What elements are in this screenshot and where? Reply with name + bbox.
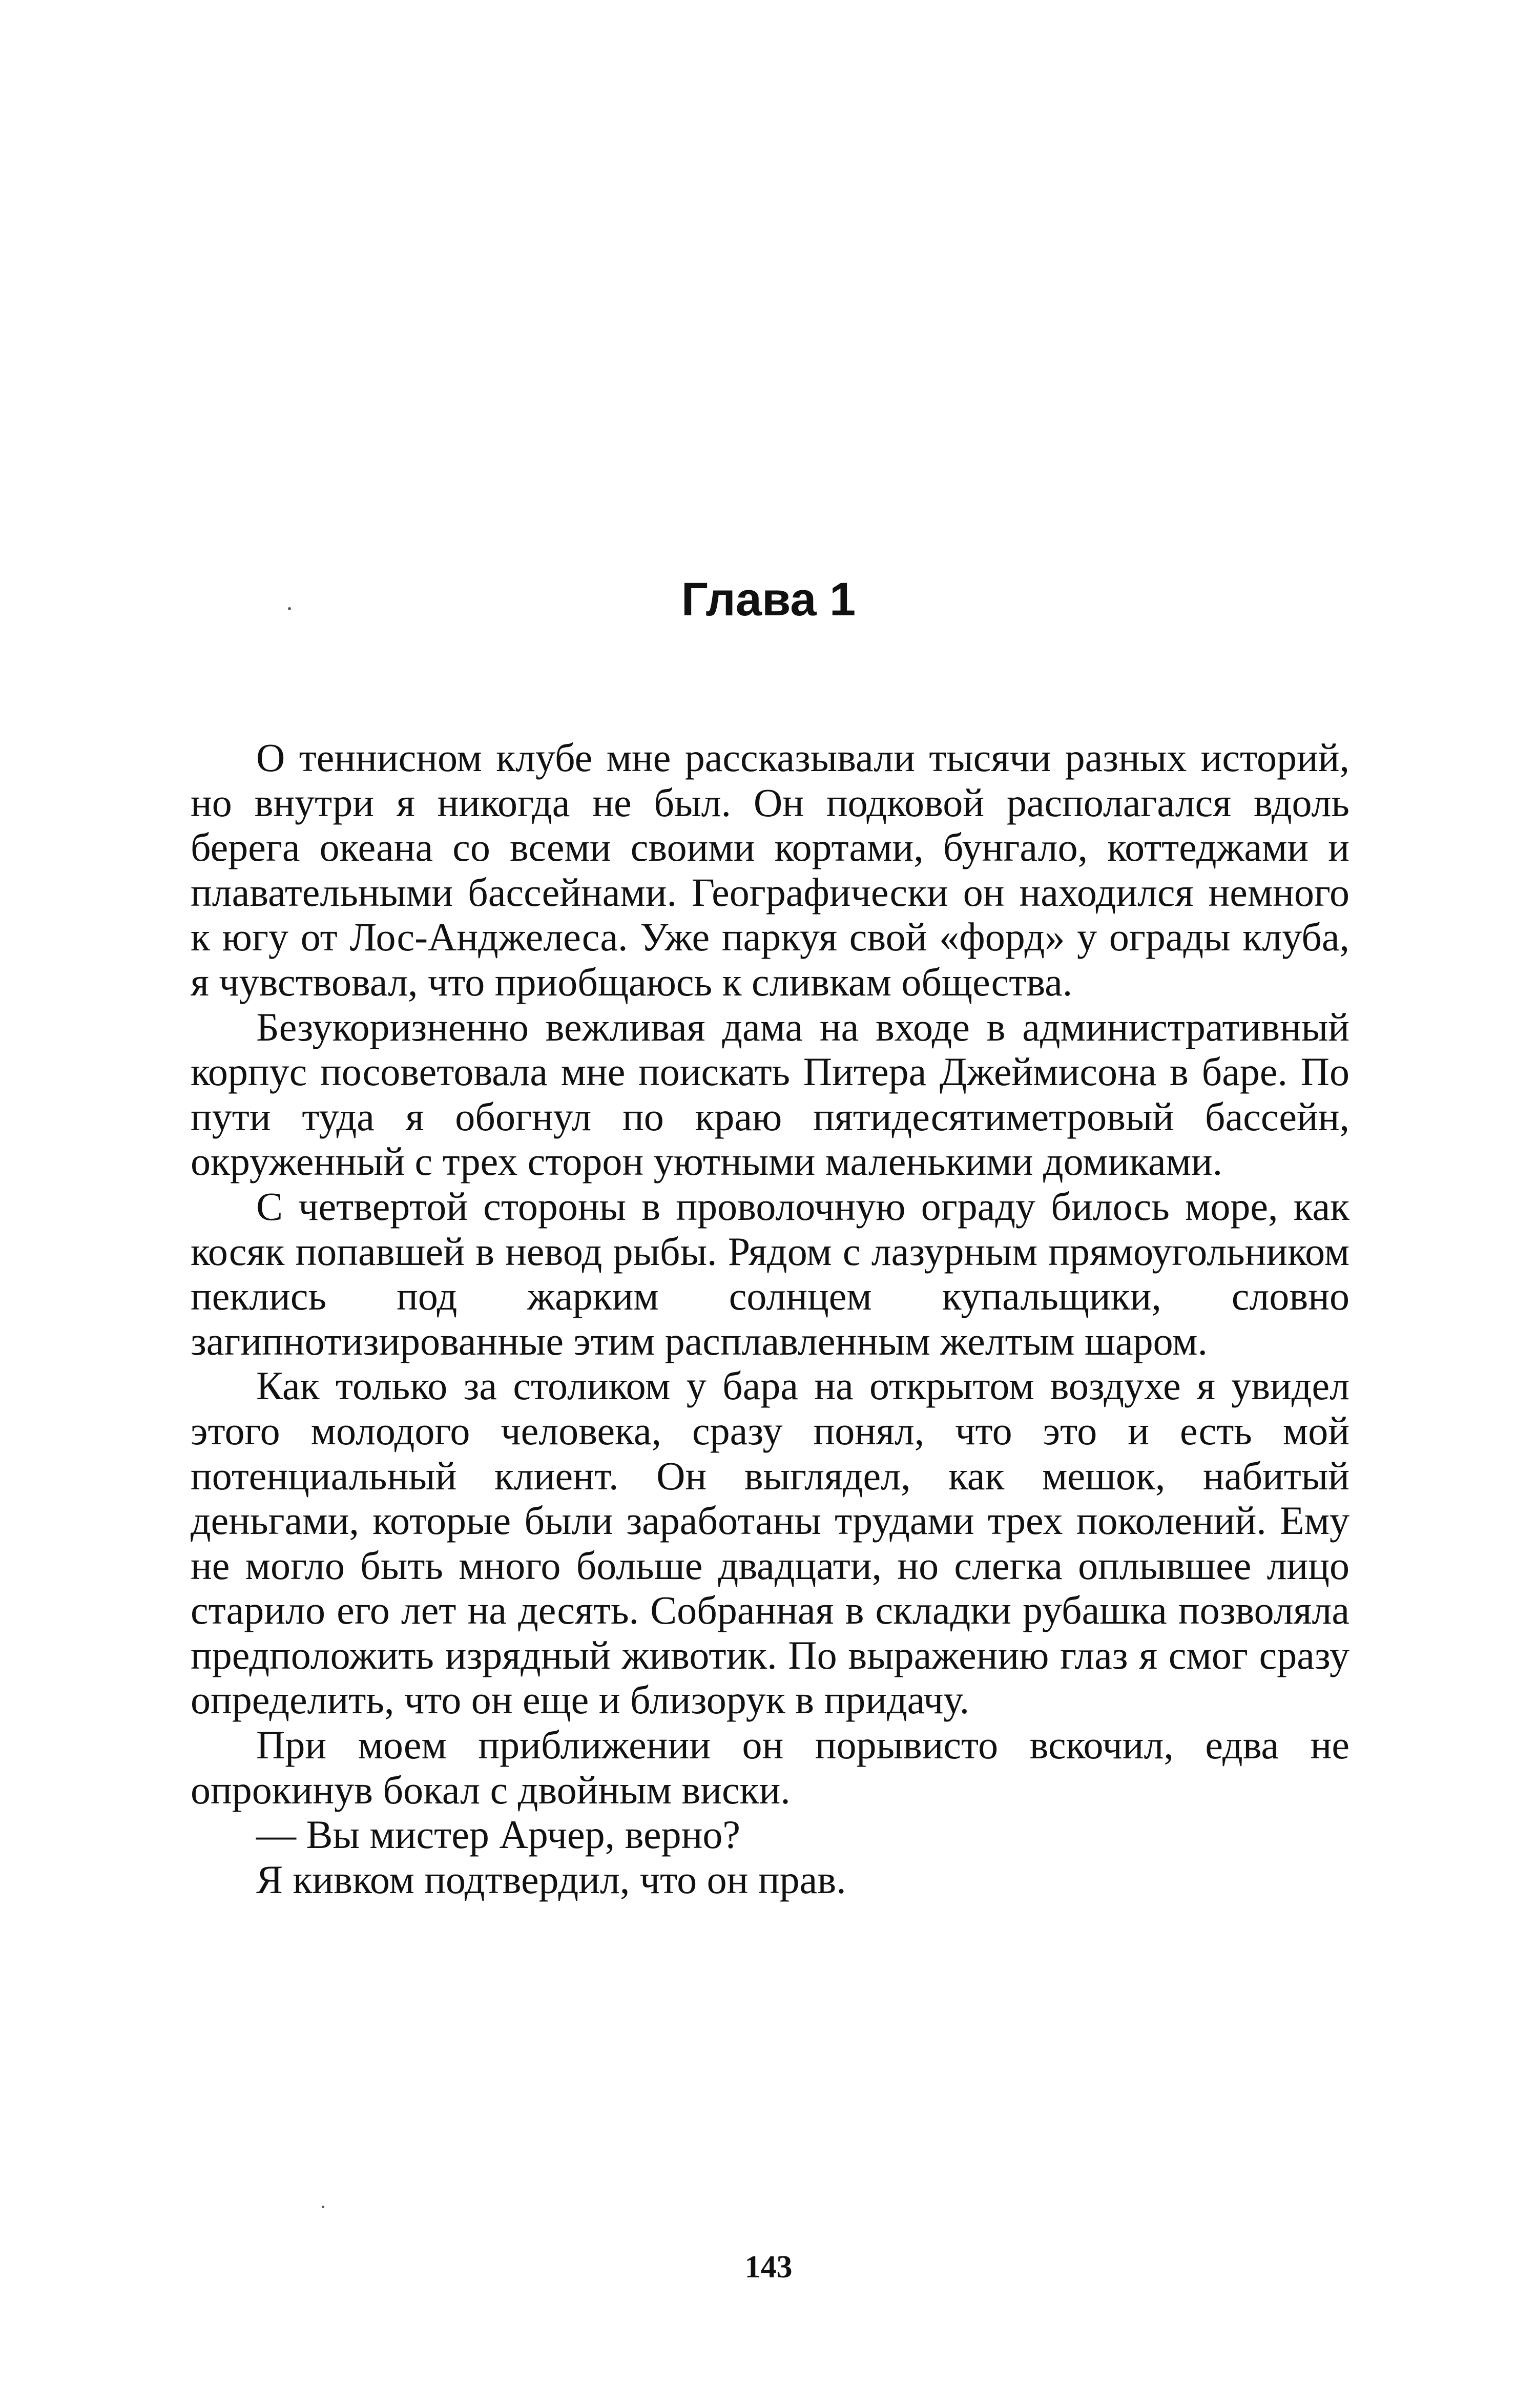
chapter-body [191,735,1349,1902]
chapter-title: Глава 1 [681,573,856,626]
paragraph-4: Как только за столиком у бара на открытом воздухе я увидел этого молодого человека, сразу понял, что это и есть мой потенциальный клиент. Он выглядел, как мешок, набитый деньгами, которые были заработаны трудами трех поколений. Ему не могло быть много больше двадцати, но слегка оплывшее лицо старило его лет на десять. Собранная в складки рубашка позволяла предположить изрядный животик. По выражению глаз я смог сразу определить, что он еще и близорук в придачу. [191,1363,1349,1722]
paragraph-7: Я кивком подтвердил, что он прав. [256,1857,846,1902]
paragraph-2: Безукоризненно вежливая дама на входе в административный корпус посоветовала мне поискать Питера Джеймисона в баре. По пути туда я обогнул по краю пятидесятиметровый бассейн, окруженный с трех сторон уютными маленькими домиками. [191,1004,1349,1184]
print-speck [322,2206,324,2208]
paragraph-1: О теннисном клубе мне рассказывали тысячи разных историй, но внутри я никогда не был. Он подковой располагался вдоль берега океана со всеми своими кортами, бунгало, коттеджами и плавательными бассейнами. Географически он находился немного к югу от Лос-Анджелеса. Уже паркуя свой «форд» у ограды клуба, я чувствовал, что приобщаюсь к сливкам общества. [191,735,1349,1004]
paragraph-3: С четвертой стороны в проволочную ограду билось море, как косяк попавшей в невод рыбы. Рядом с лазурным прямоугольником пеклись под жарким солнцем купальщики, словно загипнотизированные этим расплавленным желтым шаром. [191,1184,1349,1363]
paragraph-5: При моем приближении он порывисто вскочил, едва не опрокинув бокал с двойным виски. [191,1722,1349,1812]
page-number: 143 [744,2250,793,2285]
dialog-line: — Вы мистер Арчер, верно? [256,1812,740,1857]
